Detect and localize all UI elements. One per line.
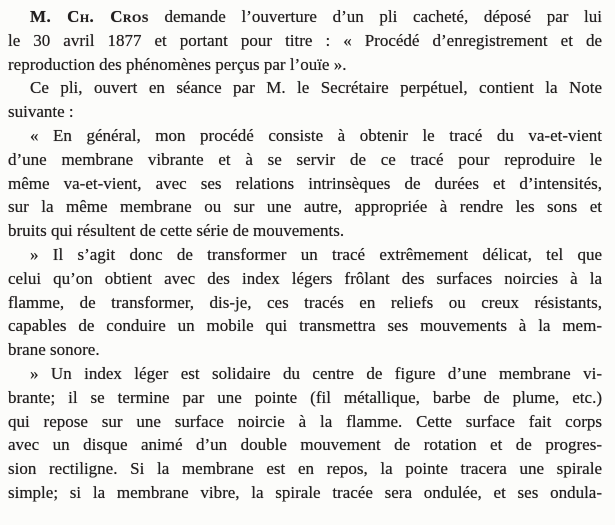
text-line: » Il s’agit donc de transformer un tracé extrêmement délicat, tel que <box>30 244 602 264</box>
paragraph-3 <box>8 124 602 243</box>
text-line: M. Ch. Cros demande l’ouverture d’un pli cacheté, déposé par lui <box>30 7 602 26</box>
text-block <box>8 5 602 505</box>
text-line: sur la même membrane ou sur une autre, appropriée à rendre les sons et <box>8 197 602 217</box>
text-line: sion rectiligne. Si la membrane est en repos, la pointe tracera une spirale <box>8 459 602 479</box>
text-line: même va-et-vient, avec ses relations intrinsèques de durées et d’intensités, <box>8 173 602 193</box>
text-line: brane sonore. <box>8 340 100 360</box>
text-line: reproduction des phénomènes perçus par l’ouïe ». <box>8 54 347 74</box>
text-line: simple; si la membrane vibre, la spirale tracée sera ondulée, et ses ondula- <box>8 482 602 502</box>
text-line: » Un index léger est solidaire du centre de figure d’une membrane vi- <box>30 363 602 383</box>
text-line: avec un disque animé d’un double mouvement de rotation et de progres- <box>8 435 602 455</box>
text-line: capables de conduire un mobile qui transmettra ses mouvements à la mem- <box>8 316 602 336</box>
paragraph-5 <box>8 362 602 505</box>
paragraph-2 <box>8 76 602 124</box>
text-line: flamme, de transformer, dis-je, ces tracés en reliefs ou creux résistants, <box>8 292 602 312</box>
text-line: bruits qui résultent de cette série de mouvements. <box>8 221 345 241</box>
text-line: brante; il se termine par une pointe (fil métallique, barbe de plume, etc.) <box>8 387 602 407</box>
text-line: celui qu’on obtient avec des index légers frôlant des surfaces noircies à la <box>8 268 602 288</box>
paragraph-4 <box>8 243 602 362</box>
text-line: Ce pli, ouvert en séance par M. le Secrétaire perpétuel, contient la Note <box>30 78 602 98</box>
text-line: d’une membrane vibrante et à se servir de ce tracé pour reproduire le <box>8 149 602 169</box>
paragraph-1 <box>8 5 602 76</box>
text-line: qui repose sur une surface noircie à la flamme. Cette surface fait corps <box>8 411 602 431</box>
text-line: suivante : <box>8 102 74 122</box>
text-line: « En général, mon procédé consiste à obtenir le tracé du va-et-vient <box>30 125 602 145</box>
text-line: le 30 avril 1877 et portant pour titre : « Procédé d’enregistrement et de <box>8 30 602 50</box>
speaker-name: M. Ch. Cros <box>30 7 149 26</box>
